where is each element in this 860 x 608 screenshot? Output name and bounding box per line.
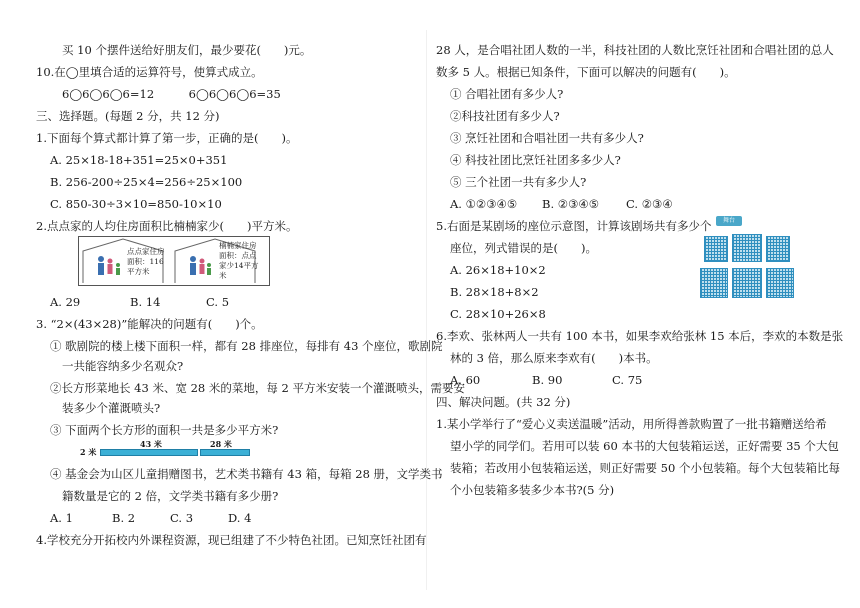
q3-item2-line1: ②长方形菜地长 43 米、宽 28 米的菜地，每 2 平方米安装一个灌溉喷头，需要安 (50, 381, 466, 395)
q1-option-c: C. 850-30÷3×10=850-10×10 (50, 197, 222, 211)
q3-item4-line2: 籍数量是它的 2 倍，文学类书籍有多少册? (62, 489, 279, 503)
s4-q1-line1: 1.某小学举行了“爱心义卖送温暖”活动，用所得善款购置了一批书籍赠送给希 (436, 417, 827, 431)
q5-option-c: C. 28×10+26×8 (450, 307, 546, 321)
q10-expression: 6◯6◯6◯6=12 6◯6◯6◯6=35 (62, 87, 281, 101)
q4-item3: ③ 烹饪社团和合唱社团一共有多少人? (450, 131, 644, 145)
q3-item1-line1: ① 歌剧院的楼上楼下面积一样，都有 28 排座位，每排有 43 个座位，歌剧院 (50, 339, 443, 353)
q3-option-c: C. 3 (170, 511, 194, 525)
seat-block (766, 268, 794, 298)
s4-q1-line2: 望小学的同学们。若用可以装 60 本书的大包装箱运送，正好需要 35 个大包 (450, 439, 839, 453)
q4-option-c: C. ②③④ (626, 197, 673, 211)
bar-label-2: 2 米 (80, 447, 97, 457)
q5-text: 5.右面是某剧场的座位示意图，计算该剧场共有多少个 (436, 219, 712, 233)
q6-option-b: B. 90 (532, 373, 563, 387)
seat-block (732, 234, 762, 262)
q5-option-a: A. 26×18+10×2 (450, 263, 546, 277)
seat-block (700, 268, 728, 298)
q10-text: 10.在◯里填合适的运算符号，使算式成立。 (36, 65, 263, 79)
house-left-label: 点点家住房面积：116平方米 (127, 247, 165, 276)
q1-option-b: B. 256-200÷25×4=256÷25×100 (50, 175, 243, 189)
q1-option-a: A. 25×18-18+351=25×0+351 (50, 153, 228, 167)
family-right-icon (190, 256, 211, 275)
q4-item4: ④ 科技社团比烹饪社团多多少人? (450, 153, 621, 167)
rect-28-bar (200, 449, 250, 456)
q4-cont-line1: 28 人，是合唱社团人数的一半，科技社团的人数比烹饪社团和合唱社团的总人 (436, 43, 834, 57)
q5-text-line2: 座位，列式错误的是( )。 (450, 241, 597, 255)
q2-text: 2.点点家的人均住房面积比楠楠家少( )平方米。 (36, 219, 298, 233)
q4-item1: ① 合唱社团有多少人? (450, 87, 564, 101)
seat-block (732, 268, 762, 298)
section4-title: 四、解决问题。(共 32 分) (436, 395, 571, 409)
q2-option-b: B. 14 (130, 295, 161, 309)
house-illustration (78, 236, 270, 286)
q4-item2: ②科技社团有多少人? (450, 109, 560, 123)
house-right-label: 楠楠家住房面积：点点家少14平方米 (219, 241, 259, 280)
q2-option-a: A. 29 (50, 295, 81, 309)
q3-option-a: A. 1 (50, 511, 73, 525)
seat-block (704, 236, 728, 262)
q3-item3: ③ 下面两个长方形的面积一共是多少平方米? (50, 423, 279, 437)
q4-text: 4.学校充分开拓校内外课程资源，现已组建了不少特色社团。已知烹饪社团有 (36, 533, 427, 547)
q4-cont-line2: 数多 5 人。根据已知条件，下面可以解决的问题有( )。 (436, 65, 736, 79)
q9-tail-text: 买 10 个摆件送给好朋友们，最少要花( )元。 (62, 43, 312, 57)
q5-option-b: B. 28×18+8×2 (450, 285, 539, 299)
q3-option-d: D. 4 (228, 511, 252, 525)
q3-item2-line2: 装多少个灌溉喷头? (62, 401, 161, 415)
q4-option-b: B. ②③④⑤ (542, 197, 600, 211)
q6-option-a: A. 60 (450, 373, 481, 387)
q1-text: 1.下面每个算式都计算了第一步，正确的是( )。 (36, 131, 298, 145)
s4-q1-line4: 个小包装箱多装多少本书?(5 分) (450, 483, 615, 497)
seat-block (766, 236, 790, 262)
bar-label-43: 43 米 (140, 439, 162, 449)
q6-option-c: C. 75 (612, 373, 643, 387)
q6-text-line2: 林的 3 倍，那么原来李欢有( )本书。 (450, 351, 658, 365)
section3-title: 三、选择题。(每题 2 分，共 12 分) (36, 109, 220, 123)
column-divider (426, 30, 427, 590)
q3-option-b: B. 2 (112, 511, 136, 525)
q6-text: 6.李欢、张林两人一共有 100 本书，如果李欢给张林 15 本后，李欢的本数是张 (436, 329, 844, 343)
q2-option-c: C. 5 (206, 295, 230, 309)
q3-text: 3. “2×(43×28)”能解决的问题有( )个。 (36, 317, 263, 331)
s4-q1-line3: 装箱；若改用小包装箱运送，则正好需要 50 个小包装箱。每个大包装箱比每 (450, 461, 840, 475)
q3-item4-line1: ④ 基金会为山区儿童捐赠图书，艺术类书籍有 43 箱，每箱 28 册，文学类书 (50, 467, 443, 481)
rect-43-bar (100, 449, 198, 456)
bar-label-28: 28 米 (210, 439, 232, 449)
stage-label: 舞台 (716, 216, 742, 226)
q4-option-a: A. ①②③④⑤ (450, 197, 518, 211)
q4-item5: ⑤ 三个社团一共有多少人? (450, 175, 587, 189)
q3-item1-line2: 一共能容纳多少名观众? (62, 359, 184, 373)
family-left-icon (98, 256, 120, 275)
